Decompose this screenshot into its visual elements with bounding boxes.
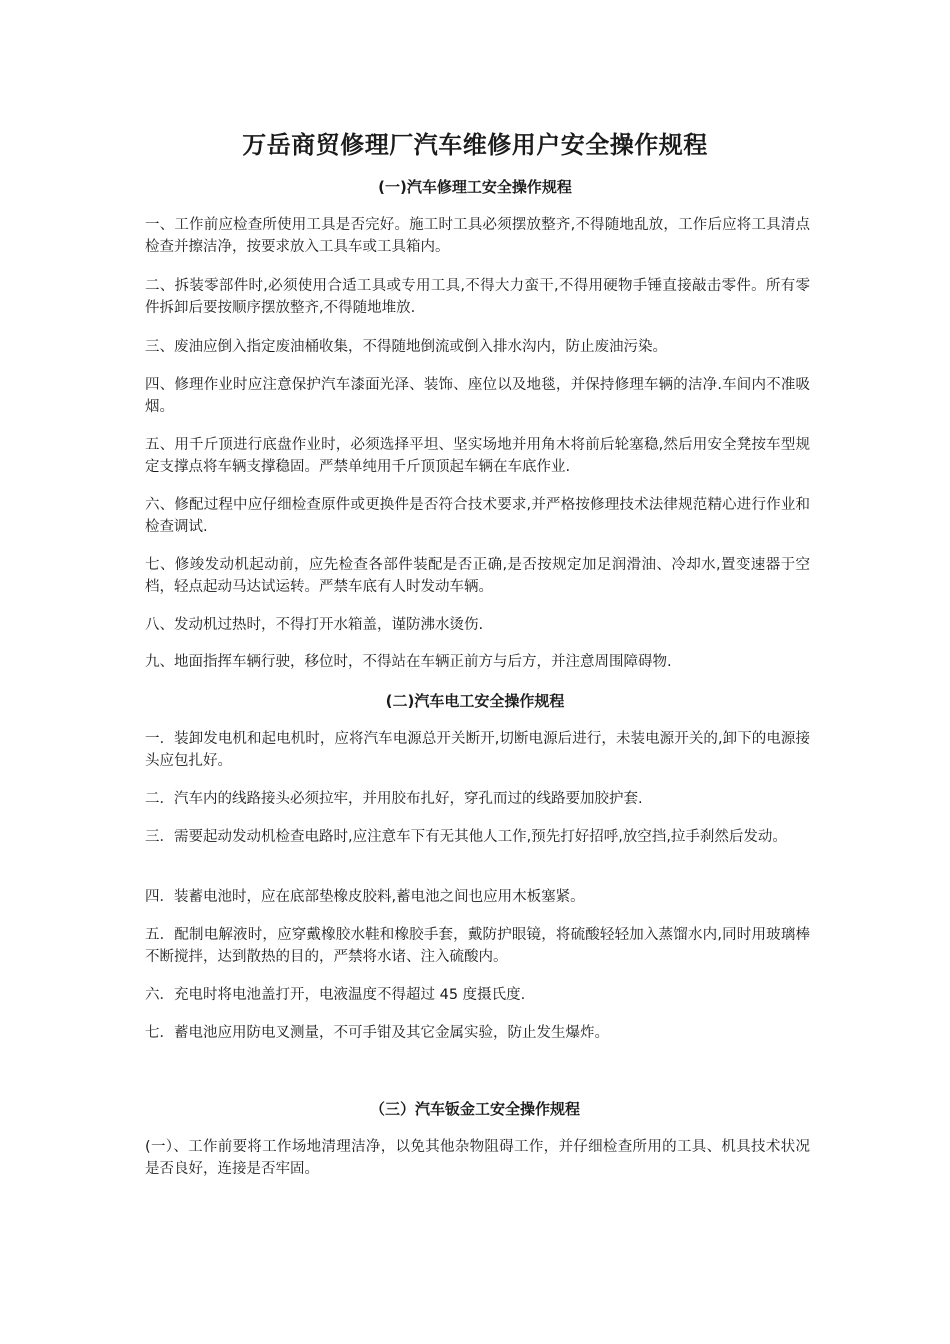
document-title: 万岳商贸修理厂汽车维修用户安全操作规程 (242, 131, 708, 159)
paragraph: 七．蓄电池应用防电叉测量，不可手钳及其它金属实验，防止发生爆炸。 (145, 1025, 609, 1041)
section-heading-mechanic: (一)汽车修理工安全操作规程 (378, 178, 572, 196)
paragraph: 八、发动机过热时，不得打开水箱盖，谨防沸水烫伤. (145, 617, 484, 633)
section-heading-sheet-metal: （三）汽车钣金工安全操作规程 (369, 1100, 580, 1118)
paragraph: 五．配制电解液时，应穿戴橡胶水鞋和橡胶手套，戴防护眼镜，将硫酸轻轻加入蒸馏水内,同时用玻璃棒不断搅拌，达到散热的目的，严禁将水诸、注入硫酸内。 (145, 927, 810, 965)
paragraph: 二．汽车内的线路接头必须拉牢，并用胶布扎好，穿孔而过的线路要加胶护套. (145, 791, 643, 807)
paragraph: 五、用千斤顶进行底盘作业时，必须选择平坦、坚实场地并用角木将前后轮塞稳,然后用安全凳按车型规定支撑点将车辆支撑稳固。严禁单纯用千斤顶顶起车辆在车底作业. (145, 437, 810, 475)
paragraph: 三．需要起动发动机检查电路时,应注意车下有无其他人工作,预先打好招呼,放空挡,拉手刹然后发动。 (145, 829, 787, 845)
paragraph: 四、修理作业时应注意保护汽车漆面光泽、装饰、座位以及地毯，并保持修理车辆的洁净.车间内不准吸烟。 (145, 377, 810, 415)
paragraph: 二、拆装零部件时,必须使用合适工具或专用工具,不得大力蛮干,不得用硬物手锤直接敲击零件。所有零件拆卸后要按顺序摆放整齐,不得随地堆放. (145, 278, 810, 316)
section-heading-electrician: (二)汽车电工安全操作规程 (385, 692, 565, 710)
paragraph: 九、地面指挥车辆行驶，移位时，不得站在车辆正前方与后方，并注意周围障碍物. (145, 654, 672, 670)
paragraph: 一．装卸发电机和起电机时，应将汽车电源总开关断开,切断电源后进行，未装电源开关的,卸下的电源接头应包扎好。 (145, 731, 810, 769)
paragraph: 四．装蓄电池时，应在底部垫橡皮胶料,蓄电池之间也应用木板塞紧。 (145, 889, 585, 905)
paragraph: (一）、工作前要将工作场地清理洁净，以免其他杂物阻碍工作，并仔细检查所用的工具、机具技术状况是否良好，连接是否牢固。 (145, 1139, 810, 1177)
paragraph: 一、工作前应检查所使用工具是否完好。施工时工具必须摆放整齐,不得随地乱放，工作后应将工具清点检查并擦洁净，按要求放入工具车或工具箱内。 (145, 217, 810, 255)
paragraph: 三、废油应倒入指定废油桶收集，不得随地倒流或倒入排水沟内，防止废油污染。 (145, 339, 667, 355)
paragraph: 六、修配过程中应仔细检查原件或更换件是否符合技术要求,并严格按修理技术法律规范精心进行作业和检查调试. (145, 497, 810, 535)
paragraph: 七、修竣发动机起动前，应先检查各部件装配是否正确,是否按规定加足润滑油、冷却水,置变速器于空档，轻点起动马达试运转。严禁车底有人时发动车辆。 (145, 557, 810, 595)
paragraph: 六．充电时将电池盖打开，电液温度不得超过 45 度摄氏度. (145, 987, 526, 1003)
